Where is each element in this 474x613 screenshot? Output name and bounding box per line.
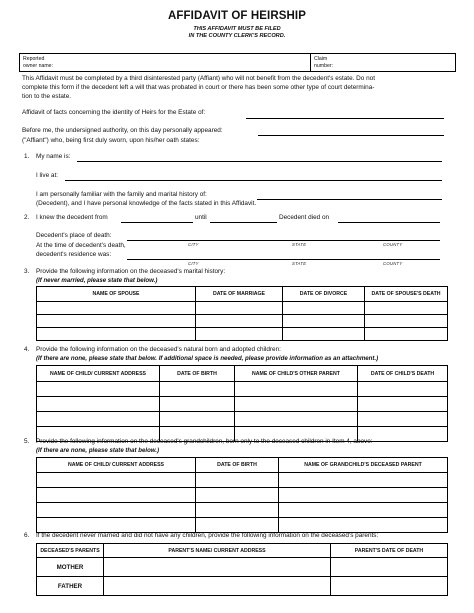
children-table — [36, 365, 448, 442]
col-grandchild-date-of-birth: DATE OF BIRTH — [196, 458, 279, 473]
grandchild-row[interactable] — [37, 473, 448, 488]
child-row[interactable] — [37, 412, 448, 427]
item-1-number: 1. — [24, 153, 30, 160]
familiar-label: I am personally familiar with the family and marital history of: — [36, 191, 207, 198]
grandchild-row[interactable] — [37, 503, 448, 518]
my-name-field[interactable] — [77, 161, 442, 162]
caption-county-1: COUNTY — [383, 242, 403, 247]
form-title: AFFIDAVIT OF HEIRSHIP — [168, 10, 306, 22]
parents-label: If the decedent never married and did not have any children, provide the following information on the deceased's parents: — [36, 532, 379, 539]
item-3-number: 3. — [24, 268, 30, 275]
item-6-number: 6. — [24, 532, 30, 539]
i-live-at-label: I live at: — [36, 172, 59, 179]
familiar-with-field[interactable] — [257, 199, 442, 200]
knew-decedent-label: I knew the decedent from — [36, 214, 108, 221]
reported-label-1: Reported — [23, 56, 45, 62]
estate-of-field[interactable] — [246, 118, 444, 119]
decedent-knowledge-line: (Decedent), and I have personal knowledge of the facts stated in this Affidavit. — [36, 200, 257, 207]
form-subtitle-2: IN THE COUNTY CLERK'S RECORD. — [188, 33, 286, 39]
marital-row[interactable] — [37, 302, 448, 315]
affiant-name-field[interactable] — [258, 135, 444, 136]
knew-until-field[interactable] — [210, 222, 277, 223]
live-at-field[interactable] — [65, 180, 442, 181]
col-child-other-parent: NAME OF CHILD'S OTHER PARENT — [235, 366, 358, 382]
at-time-label-1: At the time of decedent's death, — [36, 242, 126, 249]
until-label: until — [195, 214, 207, 221]
grandchildren-note: (If there are none, please state that below.) — [36, 447, 160, 454]
claim-label-2: number: — [314, 63, 334, 69]
marital-history-label: Provide the following information on the deceased's marital history: — [36, 268, 226, 275]
father-label: FATHER — [37, 577, 104, 596]
col-grandchild-name-address: NAME OF CHILD/ CURRENT ADDRESS — [37, 458, 196, 473]
before-me-line: Before me, the undersigned authority, on this day personally appeared: — [22, 127, 223, 134]
marital-row[interactable] — [37, 315, 448, 328]
col-date-of-divorce: DATE OF DIVORCE — [283, 287, 365, 302]
caption-state-2: STATE — [292, 261, 307, 266]
reported-owner-field[interactable] — [50, 57, 305, 69]
col-deceased-parents: DECEASED'S PARENTS — [37, 544, 104, 558]
item-4-number: 4. — [24, 346, 30, 353]
col-date-of-spouse-death: DATE OF SPOUSE'S DEATH — [365, 287, 448, 302]
intro-line-3: tion to the estate. — [22, 93, 72, 100]
child-row[interactable] — [37, 382, 448, 397]
col-parent-date-of-death: PARENT'S DATE OF DEATH — [331, 544, 448, 558]
claim-label-1: Claim — [314, 56, 328, 62]
residence-field[interactable] — [127, 259, 440, 260]
item-5-number: 5. — [24, 438, 30, 445]
reported-label-2: owner name: — [23, 63, 53, 69]
col-date-of-marriage: DATE OF MARRIAGE — [196, 287, 283, 302]
caption-city-1: CITY — [188, 242, 199, 247]
mother-label: MOTHER — [37, 558, 104, 577]
my-name-label: My name is: — [36, 153, 71, 160]
parents-table — [36, 543, 448, 596]
grandchild-row[interactable] — [37, 518, 448, 533]
caption-city-2: CITY — [188, 261, 199, 266]
caption-county-2: COUNTY — [383, 261, 403, 266]
col-name-of-spouse: NAME OF SPOUSE — [37, 287, 196, 302]
col-child-name-address: NAME OF CHILD/ CURRENT ADDRESS — [37, 366, 160, 382]
col-grandchild-deceased-parent: NAME OF GRANDCHILD'S DECEASED PARENT — [279, 458, 448, 473]
children-note: (If there are none, please state that below. If additional space is needed, please provide information as an attachment.) — [36, 355, 379, 362]
caption-state-1: STATE — [292, 242, 307, 247]
at-time-label-2: decedent's residence was: — [36, 251, 112, 258]
col-child-date-of-birth: DATE OF BIRTH — [160, 366, 235, 382]
owner-claim-box — [19, 53, 456, 72]
owner-claim-divider — [310, 54, 311, 71]
marital-row[interactable] — [37, 328, 448, 341]
estate-of-label: Affidavit of facts concerning the identity of Heirs for the Estate of: — [22, 109, 206, 116]
children-label: Provide the following information on the deceased's natural born and adopted children: — [36, 346, 281, 353]
form-subtitle-1: THIS AFFIDAVIT MUST BE FILED — [193, 26, 281, 32]
knew-from-field[interactable] — [121, 222, 193, 223]
item-2-number: 2. — [24, 214, 30, 221]
col-child-date-of-death: DATE OF CHILD'S DEATH — [358, 366, 448, 382]
col-parent-name-address: PARENT'S NAME/ CURRENT ADDRESS — [104, 544, 331, 558]
died-on-field[interactable] — [338, 222, 440, 223]
grandchild-row[interactable] — [37, 488, 448, 503]
place-of-death-field[interactable] — [127, 240, 440, 241]
grandchildren-table — [36, 457, 448, 533]
intro-line-1: This Affidavit must be completed by a third disinterested party (Affiant) who will not benefit from the decedent's estate. Do not — [22, 75, 376, 82]
child-row[interactable] — [37, 397, 448, 412]
grandchildren-label: Provide the following information on the deceased's grandchildren, born only to the deceased children in Item 4, above: — [36, 438, 373, 445]
decedent-died-label: Decedent died on — [279, 214, 330, 221]
marital-history-table — [36, 286, 448, 341]
affiant-oath-line: ("Affiant") who, being first duly sworn, upon his/her oath states: — [22, 137, 200, 144]
marital-note: (If never married, please state that below.) — [36, 277, 158, 284]
claim-number-field[interactable] — [338, 57, 450, 69]
mother-row[interactable] — [37, 558, 448, 577]
father-row[interactable] — [37, 577, 448, 596]
place-of-death-label: Decedent's place of death: — [36, 232, 112, 239]
intro-line-2: complete this form if the decedent left a will that was probated in court or there has been some other type of court determina- — [22, 84, 375, 91]
